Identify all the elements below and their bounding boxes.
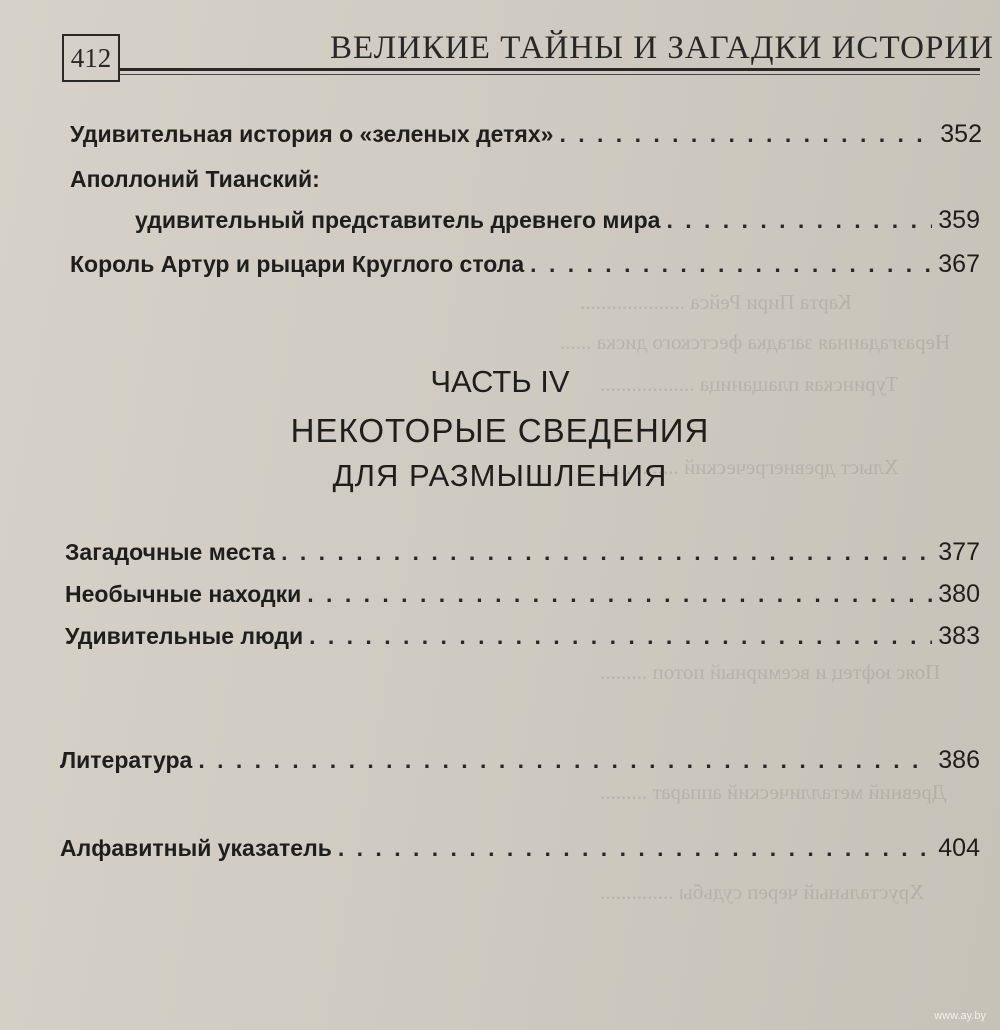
toc-entry-page: 404	[938, 834, 980, 862]
leader-dots	[281, 539, 932, 566]
toc-entry-title: Аполлоний Тианский:	[70, 166, 320, 192]
toc-entry	[135, 206, 980, 235]
toc-entry-title: Необычные находки	[65, 581, 302, 607]
toc-entry	[70, 120, 982, 149]
leader-dots	[559, 121, 934, 148]
toc-entry	[60, 834, 980, 863]
bleed-through-text: Пояс юфтец и всемирный потоп .........	[600, 660, 941, 684]
leader-dots	[666, 207, 932, 234]
toc-entry	[65, 538, 980, 567]
leader-dots	[198, 747, 932, 774]
toc-entry	[65, 580, 980, 609]
toc-entry-page: 377	[938, 538, 980, 566]
running-header-title: ВЕЛИКИЕ ТАЙНЫ И ЗАГАДКИ ИСТОРИИ	[330, 30, 995, 66]
bleed-through-text: Хлыст древнегреческий ...............	[600, 455, 899, 479]
toc-entry-page: 367	[938, 250, 980, 278]
part-title-line1: НЕКОТОРЫЕ СВЕДЕНИЯ	[290, 412, 710, 449]
toc-entry	[65, 622, 980, 651]
toc-entry-title: Загадочные места	[65, 539, 276, 565]
page-number: 412	[62, 34, 120, 82]
header-rule	[120, 68, 980, 71]
toc-entry-title: Литература	[60, 747, 193, 773]
toc-entry-page: 352	[940, 120, 982, 148]
bleed-through-text: Туринская плащаница ..................	[600, 372, 899, 396]
toc-entry-page: 359	[938, 206, 980, 234]
toc-entry-title: Удивительные люди	[65, 623, 304, 649]
leader-dots	[530, 251, 932, 278]
toc-entry-title: Алфавитный указатель	[60, 835, 332, 861]
toc-entry-page: 383	[938, 622, 980, 650]
header-rule-thin	[120, 74, 980, 75]
toc-entry-title: Король Артур и рыцари Круглого стола	[70, 251, 525, 277]
bleed-through-text: Неразгаданная загадка фестского диска ......	[560, 330, 951, 354]
leader-dots	[307, 581, 932, 608]
leader-dots	[309, 623, 932, 650]
toc-entry	[70, 250, 980, 279]
toc-entry	[60, 746, 980, 775]
part-number: ЧАСТЬ IV	[430, 364, 570, 399]
toc-entry-page: 386	[938, 746, 980, 774]
bleed-through-text: Карта Пири Рейса ....................	[580, 290, 852, 314]
toc-entry-title: Удивительная история о «зеленых детях»	[70, 121, 554, 147]
part-title-line2: ДЛЯ РАЗМЫШЛЕНИЯ	[332, 458, 668, 493]
bleed-through-text: Хрустальный череп судьбы ..............	[600, 880, 925, 904]
toc-entry-page: 380	[938, 580, 980, 608]
bleed-through-text: Древний металлический аппарат .........	[600, 780, 947, 804]
toc-entry-title: удивительный представитель древнего мира	[135, 207, 661, 233]
watermark: www.ay.by	[934, 1010, 986, 1022]
leader-dots	[338, 835, 932, 862]
